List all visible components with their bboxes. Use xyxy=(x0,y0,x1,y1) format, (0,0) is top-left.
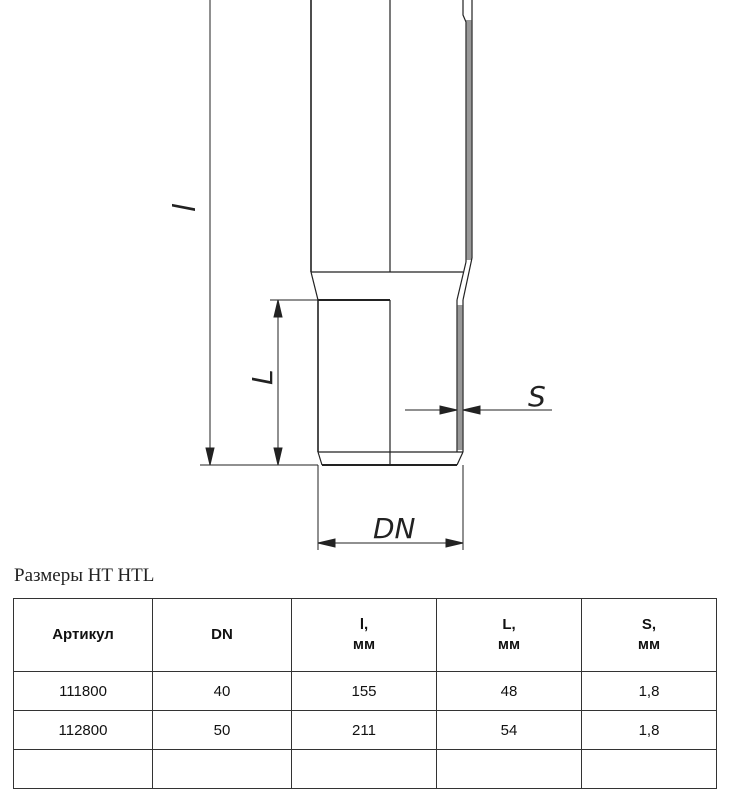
table-row xyxy=(14,750,717,789)
table-header-row xyxy=(14,599,717,672)
cell-s: 1,8 xyxy=(582,672,717,711)
table-row xyxy=(14,711,717,750)
header-l: l, мм xyxy=(292,599,437,672)
cell-article: 111800 xyxy=(14,672,153,711)
table-caption: Размеры HT HTL xyxy=(14,565,155,586)
table-row xyxy=(14,672,717,711)
cell-article: 112800 xyxy=(14,711,153,750)
dimension-label-DN: DN xyxy=(373,512,416,545)
dimension-label-S: S xyxy=(528,380,546,413)
dimensions-table xyxy=(13,598,717,789)
header-L: L, мм xyxy=(437,599,582,672)
cell-dn: 40 xyxy=(153,672,292,711)
cell-l: 155 xyxy=(292,672,437,711)
cell-s: 1,8 xyxy=(582,711,717,750)
cell-l: 211 xyxy=(292,711,437,750)
header-s: S, мм xyxy=(582,599,717,672)
cell-dn: 50 xyxy=(153,711,292,750)
cell-L: 54 xyxy=(437,711,582,750)
header-article: Артикул xyxy=(14,599,153,672)
dimension-label-L: L xyxy=(246,369,279,385)
header-dn: DN xyxy=(153,599,292,672)
dimension-label-l: l xyxy=(168,203,203,212)
cell-L: 48 xyxy=(437,672,582,711)
